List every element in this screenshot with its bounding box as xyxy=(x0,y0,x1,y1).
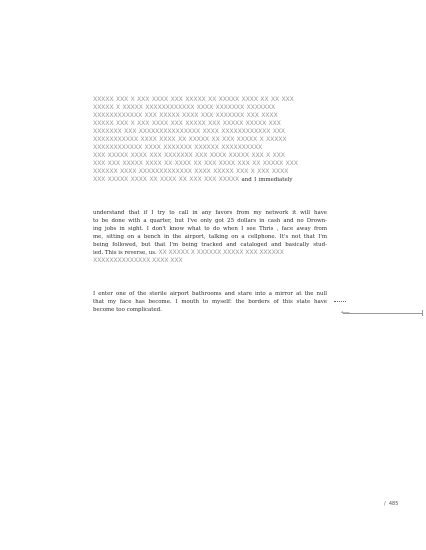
redacted-line: XXXXX XXX X XXX XXXX XXX XXXXX XXX XXXXX XXXXX XXX xyxy=(93,120,281,128)
paragraph-start: and I immediately xyxy=(241,177,293,184)
redacted-line-with-text xyxy=(93,176,327,184)
paragraph-line: I enter one of the sterile airport bathrooms and stare into a mirror at the null xyxy=(93,291,327,297)
paragraph-fragment: ied. This is reverse, us. xyxy=(93,250,157,257)
body-paragraph-1 xyxy=(93,209,327,265)
redacted-line: XXX XXXXX XXXX XXX XXXXXXX XXX XXXX XXXXX XXX X XXX xyxy=(93,152,285,160)
folio-separator: / xyxy=(384,501,386,507)
paragraph-line-mixed xyxy=(93,249,327,257)
paragraph-line: ing jobs in sight. I don't know what to do when I see Thris , face away from xyxy=(93,226,327,233)
redacted-line: XXXXXXXXXXX XXXX XXXX XX XXXXX XX XXX XXXXX X XXXXX xyxy=(93,136,287,144)
body-paragraph-2 xyxy=(93,290,327,314)
arrow-left-icon: ⟵ xyxy=(341,309,350,316)
page-number: 485 xyxy=(388,501,399,507)
redacted-text-block xyxy=(93,96,327,185)
redacted-fragment: XX XXXXX X XXXXXX XXXXX XXX XXXXXX xyxy=(158,249,284,257)
redacted-line: XXXXXXXXXXXX XXX XXXXX XXXX XXX XXXXXXX XXX XXXX xyxy=(93,112,278,120)
paragraph-line: that my face has become. I mouth to myself: the borders of this state have xyxy=(93,299,327,306)
paragraph-line: become too complicated. xyxy=(93,307,162,314)
redacted-fragment: XXX XXXXX XXXX XX XXXX XX XXX XXX XXXXX xyxy=(93,176,240,184)
redacted-line: XXXXXXXXXXXXXX XXXX XXX xyxy=(93,257,183,265)
redacted-line: XXX XXX XXXXX XXXX XX XXXX XX XXX XXXX XXX XX XXXXX XXX xyxy=(93,160,298,168)
paragraph-line: me, sitting on a bench in the airport, talking on a cellphone. It's not that I'm xyxy=(93,234,327,241)
redacted-line: XXXXXXX XXX XXXXXXXXXXXXXXX XXXX XXXXXXXXXXXX XXX xyxy=(93,128,285,136)
redacted-line: XXXXX X XXXXX XXXXXXXXXXXX XXXX XXXXXXX XXXXXXX xyxy=(93,104,276,112)
paragraph-line: understand that if I try to call in any favors from my network it will have xyxy=(93,210,327,216)
redacted-line: XXXXXX XXXX XXXXXXXXXXXXX XXXX XXXXX XXX X XXX XXXX xyxy=(93,168,289,176)
redacted-line: XXXXXXXXXXXX XXXX XXXXXXX XXXXXX XXXXXXXXXX xyxy=(93,144,263,152)
paragraph-line: being followed, but that I'm being tracked and cataloged and basically stud- xyxy=(93,242,327,249)
margin-rule-end xyxy=(422,310,425,316)
redacted-line: XXXXX XXX X XXX XXXX XXX XXXXX XX XXXXX XXXX XX XX XXX xyxy=(93,96,294,103)
margin-rule-line xyxy=(343,313,423,314)
page-folio xyxy=(384,501,398,507)
paragraph-line: to be done with a quarter, but I've only got 25 dollars in cash and no Drown- xyxy=(93,218,327,225)
margin-dotted-mark xyxy=(334,301,346,303)
